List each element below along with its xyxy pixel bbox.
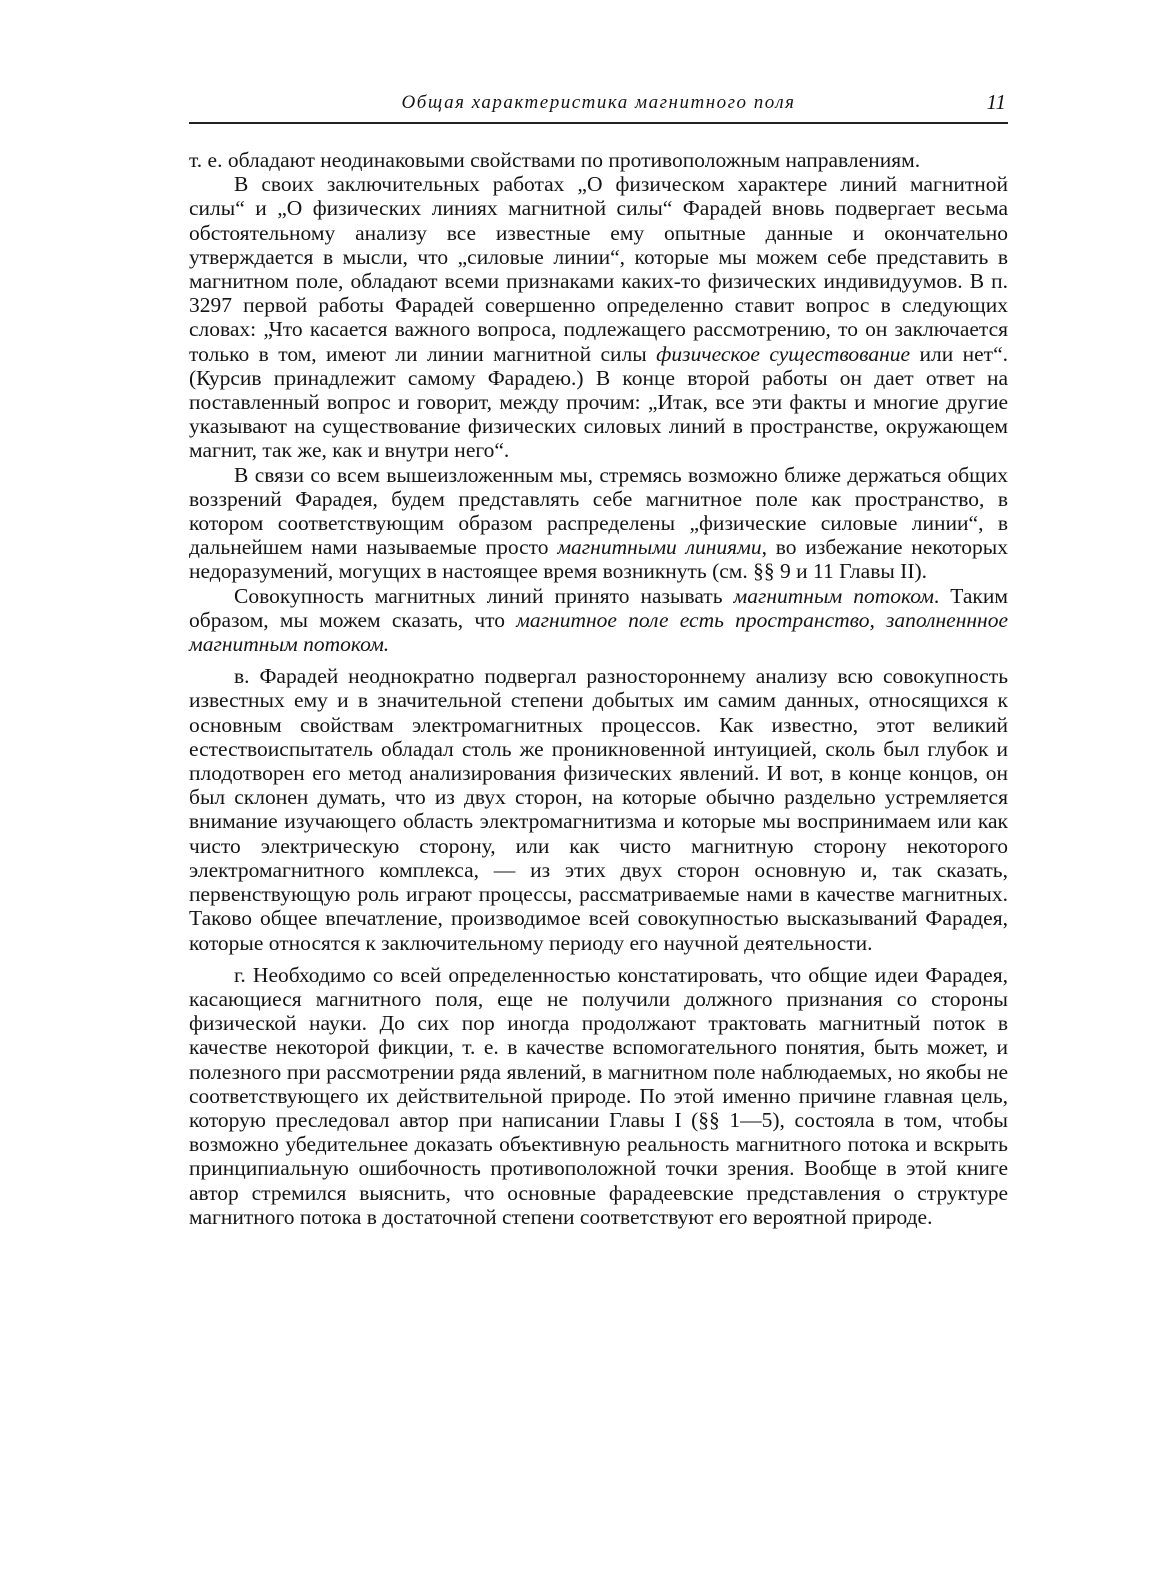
text-run: г. Необходимо со всей определенностью констатировать, что общие идеи Фарадея, касающиеся магнитного поля, еще не получили должного признания со стороны физической науки. До сих пор иногда продолжают трактовать магнитный поток в качестве некоторой фикции, т. е. в качестве вспомогательного понятия, быть может, и полезного при рассмотрении ряда явлений, в магнитном поле наблюдаемых, но якобы не соответствующего их действительной природе. По этой именно причине главная цель, которую преследовал автор при написании Главы I (§§ 1—5), состояла в том, чтобы возможно убедительнее доказать объективную реальность магнитного потока и вскрыть принципиальную ошибочность противоположной точки зрения. Вообще в этой книге автор стремился выяснить, что основные фарадеевские представления о структуре магнитного потока в достаточной степени соответствуют его вероятной природе.: [189, 962, 1008, 1229]
text-run: В связи со всем вышеизложенным мы, стремясь возможно ближе держаться общих воззрений Фарадея, будем представлять себе магнитное поле как пространство, в котором соответствующим образом распределены „физические силовые линии“, в дальнейшем нами называемые просто: [189, 462, 1008, 560]
page-number: 11: [986, 90, 1006, 114]
paragraph: [189, 963, 1008, 1229]
text-run: . Таким образом, мы можем сказать, что: [189, 583, 1008, 632]
text-run: Совокупность магнитных линий принято называть: [234, 583, 734, 608]
text-run: В своих заключительных работах „О физическом характере линий магнитной силы“ и „О физических линиях магнитной силы“ Фарадей вновь подвергает весьма обстоятельному анализу все известные ему опытные данные и окончательно утверждается в мысли, что „силовые линии“, которые мы можем себе представить в магнитном поле, обладают всеми признаками каких-то физических индивидуумов. В п. 3297 первой работы Фарадей совершенно определенно ставит вопрос в следующих словах: „Что касается важного вопроса, подлежащего рассмотрению, то он заключается только в том, имеют ли линии магнитной силы: [189, 172, 1008, 366]
paragraph: [189, 172, 1008, 462]
text-run: в. Фарадей неоднократно подвергал разностороннему анализу всю совокупность известных ему и в значительной степени добытых им самим данных, относящихся к основным свойствам электромагнитных процессов. Как известно, этот великий естествоиспытатель обладал столь же проникновенной интуицией, сколь был глубок и плодотворен его метод анализирования физических явлений. И вот, в конце концов, он был склонен думать, что из двух сторон, на которые обычно раздельно устремляется внимание изучающего область электромагнитизма и которые мы воспринимаем или как чисто электрическую сторону, или как чисто магнитную сторону некоторого электромагнитного комплекса, — из этих двух сторон основную и, так сказать, первенствующую роль играют процессы, рассматриваемые нами в качестве магнитных. Таково общее впечатление, производимое всей совокупностью высказываний Фарадея, которые относятся к заключительному периоду его научной деятельности.: [189, 664, 1008, 955]
text-run: т. е. обладают неодинаковыми свойствами по противоположным направлениям.: [189, 148, 921, 172]
page-header: [189, 88, 1008, 124]
paragraph: [189, 584, 1008, 657]
italic-text: магнитным потоком: [733, 583, 934, 608]
paragraph: [189, 463, 1008, 584]
text-run: или нет“. (Курсив принадлежит самому Фарадею.) В конце второй работы он дает ответ на поставленный вопрос и говорит, между прочим: „Итак, все эти факты и многие другие указывают на существование физических силовых линий в пространстве, окружающем магнит, так же, как и внутри него“.: [189, 341, 1008, 463]
italic-text: магнитными линиями: [557, 535, 762, 560]
paragraph: [189, 148, 1008, 172]
paragraph: [189, 664, 1008, 954]
italic-text: магнитное поле есть пространство, заполненнное магнитным потоком.: [189, 607, 1008, 657]
italic-text: физическое существование: [656, 341, 911, 366]
text-run: , во избежание некоторых недоразумений, могущих в настоящее время возникнуть (см. §§ 9 и 11 Главы II).: [189, 535, 1008, 584]
running-title: Общая характеристика магнитного поля: [401, 92, 796, 113]
body-text: [189, 148, 1008, 1229]
